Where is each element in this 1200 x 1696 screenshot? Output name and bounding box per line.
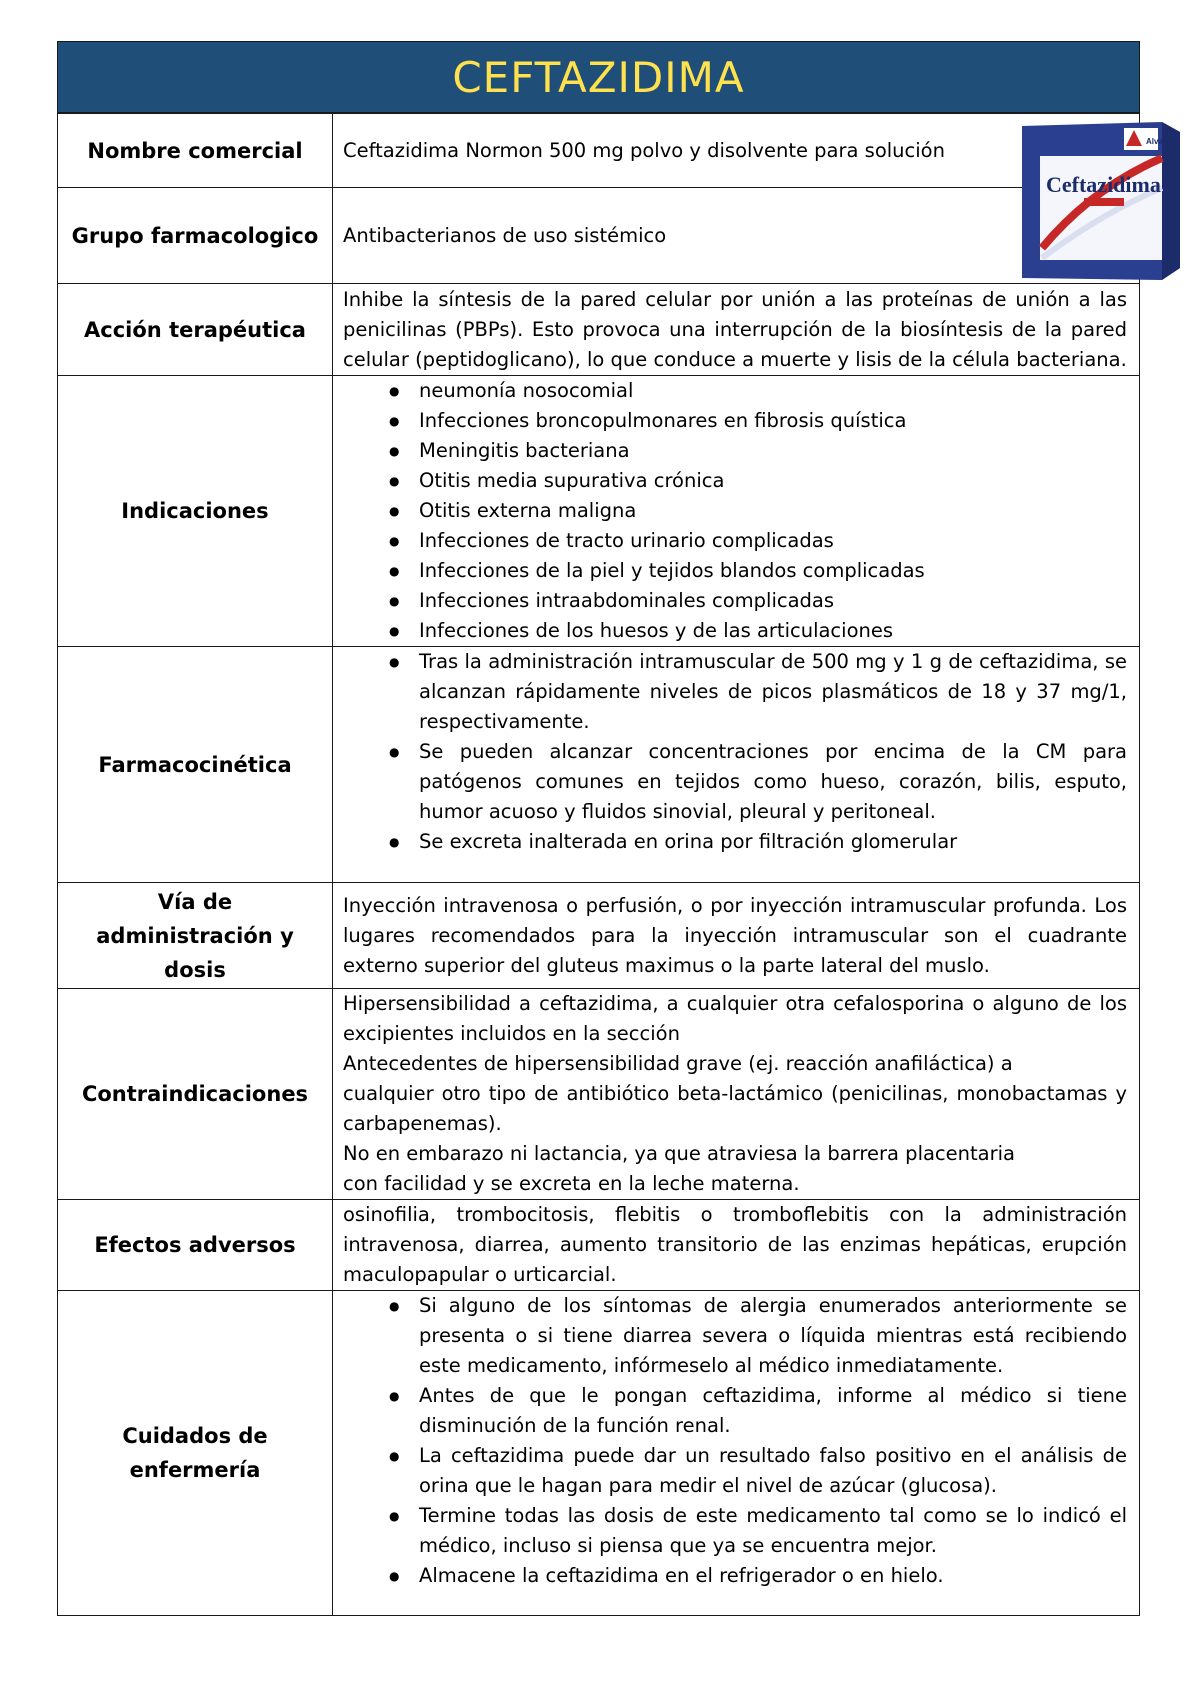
row-label: Acción terapéutica [58, 284, 333, 376]
list-item: ● Tras la administración intramuscular de 500 mg y 1 g de ceftazidima, se alcanzan rápidamente niveles de picos plasmáticos de 18 y 37 mg/1, respectivamente. [419, 647, 1127, 737]
list-item: ● Infecciones de tracto urinario complicadas [419, 526, 1127, 556]
list-item: ● La ceftazidima puede dar un resultado falso positivo en el análisis de orina que le hagan para medir el nivel de azúcar (glucosa). [419, 1441, 1127, 1501]
row-cuidados-enfermeria [58, 1291, 1140, 1616]
drug-info-table [57, 113, 1140, 1616]
bullet-list [343, 1291, 1127, 1591]
row-via-administracion [58, 883, 1140, 989]
title-bar [57, 41, 1140, 113]
row-accion-terapeutica [58, 284, 1140, 376]
text-line: No en embarazo ni lactancia, ya que atraviesa la barrera placentaria [343, 1142, 1015, 1165]
list-item: ● Termine todas las dosis de este medicamento tal como se lo indicó el médico, incluso si piensa que ya se encuentra mejor. [419, 1501, 1127, 1561]
row-label: Vía de administración y dosis [58, 883, 333, 989]
row-value: Ceftazidima Normon 500 mg polvo y disolvente para solución [333, 114, 1140, 188]
brand-logo-text: Alvarez [1146, 137, 1175, 146]
product-box-image [1012, 118, 1184, 286]
list-item: ● Infecciones intraabdominales complicadas [419, 586, 1127, 616]
product-box-label: Ceftazidima [1046, 172, 1161, 197]
text-line: Antecedentes de hipersensibilidad grave (ej. reacción anafiláctica) a [343, 1052, 1013, 1075]
row-label: Efectos adversos [58, 1200, 333, 1291]
list-item: ● Se excreta inalterada en orina por filtración glomerular [419, 827, 1127, 857]
list-item: ● Meningitis bacteriana [419, 436, 1127, 466]
page-title: CEFTAZIDIMA [452, 52, 745, 102]
row-contraindicaciones [58, 989, 1140, 1200]
list-item: ● Infecciones de la piel y tejidos blandos complicadas [419, 556, 1127, 586]
list-item: ● Almacene la ceftazidima en el refrigerador o en hielo. [419, 1561, 1127, 1591]
row-value: Inhibe la síntesis de la pared celular por unión a las proteínas de unión a las penicilinas (PBPs). Esto provoca una interrupción de la biosíntesis de la pared celular (peptidoglicano), lo que conduce a muerte y lisis de la célula bacteriana. [333, 284, 1140, 376]
row-label: Cuidados de enfermería [58, 1291, 333, 1616]
list-item: ● Infecciones de los huesos y de las articulaciones [419, 616, 1127, 646]
row-value: Antibacterianos de uso sistémico [333, 188, 1140, 284]
row-indicaciones [58, 376, 1140, 647]
text-line: con facilidad y se excreta en la leche materna. [343, 1172, 800, 1195]
row-label: Nombre comercial [58, 114, 333, 188]
row-efectos-adversos [58, 1200, 1140, 1291]
row-label: Grupo farmacologico [58, 188, 333, 284]
row-value: osinofilia, trombocitosis, flebitis o tromboflebitis con la administración intravenosa, diarrea, aumento transitorio de las enzimas hepáticas, erupción maculopapular o urticarcial. [333, 1200, 1140, 1291]
row-value [333, 1291, 1140, 1616]
row-label: Farmacocinética [58, 647, 333, 883]
list-item: ● Infecciones broncopulmonares en fibrosis quística [419, 406, 1127, 436]
text-line: cualquier otro tipo de antibiótico beta-lactámico (penicilinas, monobactamas y carbapenemas). [343, 1082, 1127, 1135]
row-value [333, 989, 1140, 1200]
list-item: ● neumonía nosocomial [419, 376, 1127, 406]
row-label: Contraindicaciones [58, 989, 333, 1200]
bullet-list [343, 376, 1127, 646]
row-value [333, 647, 1140, 883]
list-item: ● Antes de que le pongan ceftazidima, informe al médico si tiene disminución de la función renal. [419, 1381, 1127, 1441]
drug-sheet [57, 41, 1140, 1616]
row-value [333, 376, 1140, 647]
row-farmacocinetica [58, 647, 1140, 883]
row-nombre-comercial [58, 114, 1140, 188]
list-item: ● Otitis externa maligna [419, 496, 1127, 526]
row-value: Inyección intravenosa o perfusión, o por inyección intramuscular profunda. Los lugares recomendados para la inyección intramuscular son el cuadrante externo superior del gluteus maximus o la parte lateral del muslo. [333, 883, 1140, 989]
bullet-list [343, 647, 1127, 857]
row-grupo-farmacologico [58, 188, 1140, 284]
list-item: ● Se pueden alcanzar concentraciones por encima de la CM para patógenos comunes en tejidos como hueso, corazón, bilis, esputo, humor acuoso y fluidos sinovial, pleural y peritoneal. [419, 737, 1127, 827]
list-item: ● Otitis media supurativa crónica [419, 466, 1127, 496]
list-item: ● Si alguno de los síntomas de alergia enumerados anteriormente se presenta o si tiene diarrea severa o líquida mientras está recibiendo este medicamento, infórmeselo al médico inmediatamente. [419, 1291, 1127, 1381]
row-label: Indicaciones [58, 376, 333, 647]
text-line: Hipersensibilidad a ceftazidima, a cualquier otra cefalosporina o alguno de los excipientes incluidos en la sección [343, 992, 1127, 1045]
